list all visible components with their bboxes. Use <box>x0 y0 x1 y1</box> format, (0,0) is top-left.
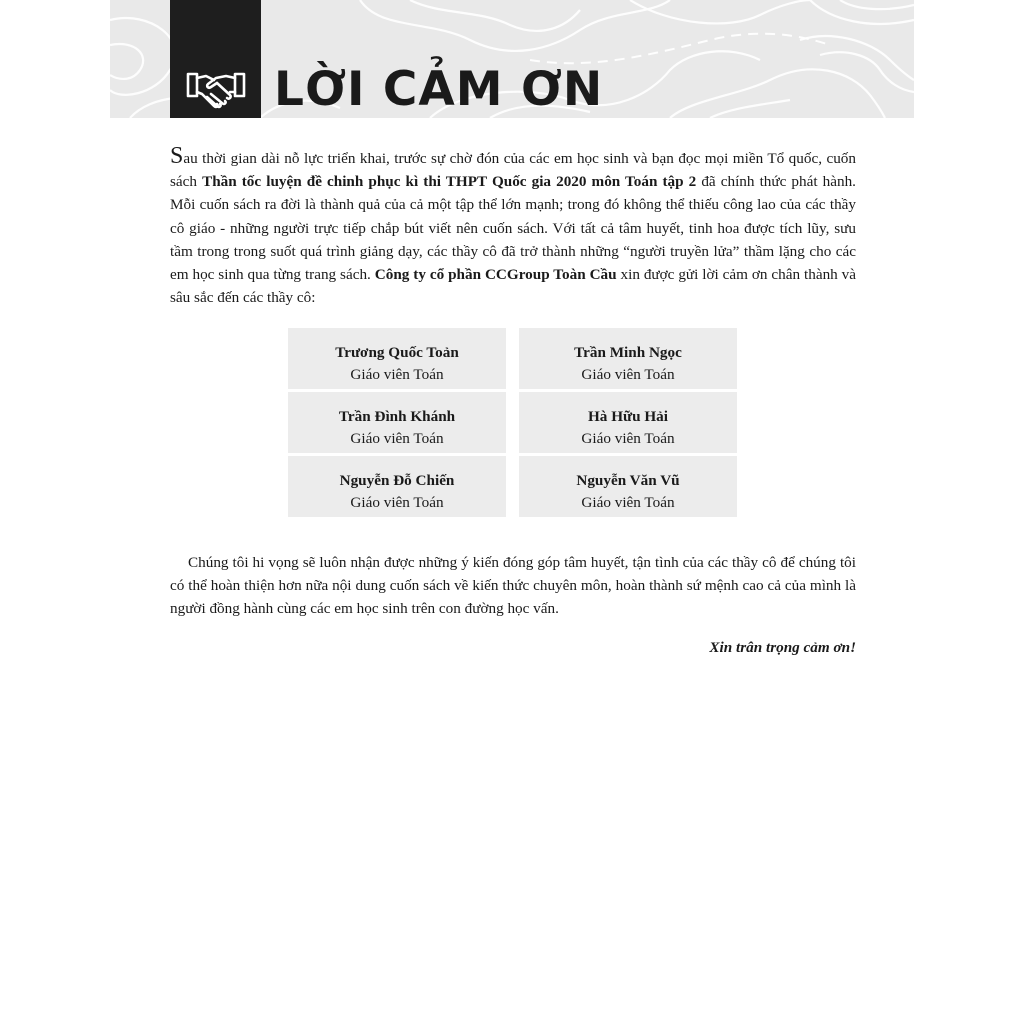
teacher-grid <box>288 328 737 518</box>
intro-text <box>170 150 856 306</box>
intro-run: xin được gửi lời cảm ơn chân thành và sâu sắc đến các thầy cô: <box>170 266 857 307</box>
teacher-name: Trần Minh Ngọc <box>574 344 682 361</box>
teacher-name: Trần Đình Khánh <box>338 408 456 425</box>
intro-bold-run: Thần tốc luyện đề chinh phục kì thi THPT Quốc gia 2020 môn Toán tập 2 <box>202 173 697 191</box>
title-icon-box <box>170 0 261 118</box>
teacher-role: Giáo viên Toán <box>581 366 675 383</box>
handshake-icon <box>186 68 246 110</box>
teacher-card <box>519 456 737 517</box>
teacher-card <box>288 392 506 453</box>
teacher-name: Nguyễn Đỗ Chiến <box>339 472 455 489</box>
teacher-role: Giáo viên Toán <box>581 494 675 511</box>
teacher-role: Giáo viên Toán <box>350 430 444 447</box>
teacher-name: Nguyễn Văn Vũ <box>576 472 680 489</box>
teacher-card <box>519 392 737 453</box>
teacher-name: Hà Hữu Hải <box>587 408 668 425</box>
closing-line: Xin trân trọng cảm ơn! <box>709 639 856 656</box>
intro-run: đã chính thức phát hành. Mỗi cuốn sách ra đời là thành quả của cả một tập thể lớn mạnh; trong đó không thể thiếu công lao của các thầy cô giáo - những người trực tiếp chắp bút viết nên cuốn sách. Với tất cả tâm huyết, tinh hoa được tích lũy, sưu tầm trong trong suốt quá trình giảng dạy, các thầy cô đã trở thành những “người truyền lửa” thầm lặng cho các em học sinh qua từng trang sách. <box>170 173 856 284</box>
teacher-card <box>519 328 737 389</box>
teacher-card <box>288 328 506 389</box>
teacher-role: Giáo viên Toán <box>350 494 444 511</box>
intro-paragraph <box>170 143 857 309</box>
teacher-card <box>288 456 506 517</box>
teacher-role: Giáo viên Toán <box>581 430 675 447</box>
page-title: LỜI CẢM ƠN <box>274 62 604 117</box>
drop-cap: S <box>170 143 184 169</box>
intro-bold-run: Công ty cổ phần CCGroup Toàn Cầu <box>374 266 617 284</box>
outro-paragraph: Chúng tôi hi vọng sẽ luôn nhận được những ý kiến đóng góp tâm huyết, tận tình của các thầy cô để chúng tôi có thể hoàn thiện hơn nữa nội dung cuốn sách về kiến thức chuyên môn, hoàn thành sứ mệnh cao cả của mình là người đồng hành cùng các em học sinh trên con đường học vấn. <box>170 554 856 618</box>
teacher-role: Giáo viên Toán <box>350 366 444 383</box>
teacher-name: Trương Quốc Toản <box>335 344 459 361</box>
intro-run: au thời gian dài nỗ lực triển khai, trước sự chờ đón của các em học sinh và bạn đọc mọi miền Tổ quốc, cuốn sách <box>170 150 856 191</box>
